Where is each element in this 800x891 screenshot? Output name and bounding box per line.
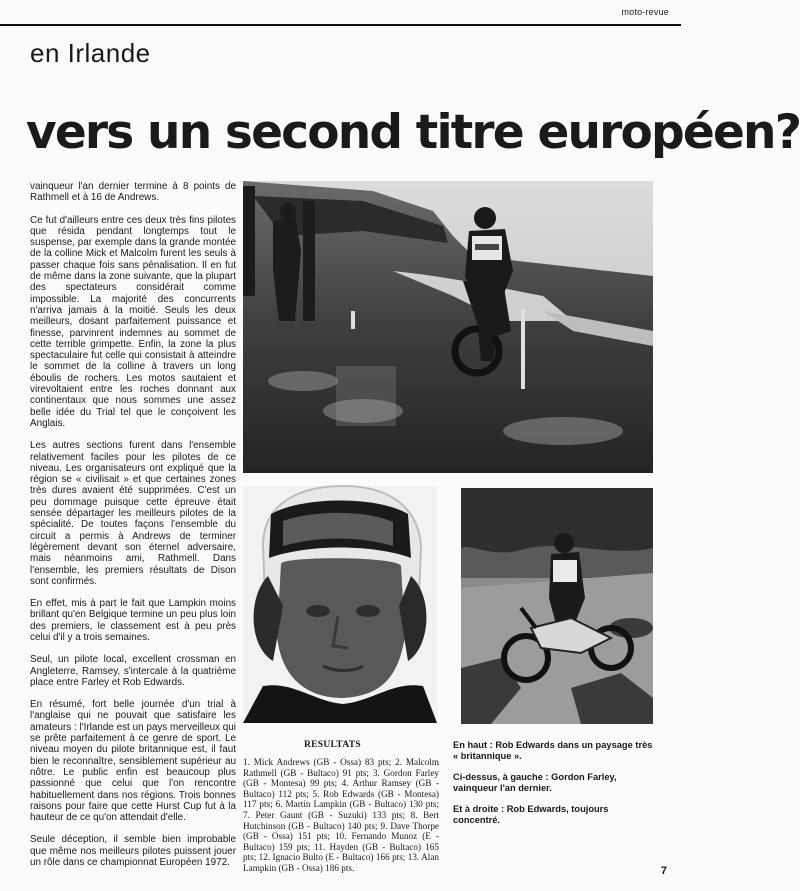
paragraph: Seule déception, il semble bien improbable que même nos meilleurs pilotes puissent jouer un rôle dans ce championnat Européen 1972.	[30, 834, 236, 869]
photo-captions	[453, 740, 658, 836]
landscape-photo-art	[243, 181, 653, 473]
results-list: 1. Mick Andrews (GB - Ossa) 83 pts; 2. Malcolm Rathmell (GB - Bultaco) 91 pts; 3. Gordon Farley (GB - Montesa) 99 pts; 4. Arthur Ramsey (GB - Bultaco) 112 pts; 5. Rob Edwards (GB - Montesa) 117 pts; 6. Martin Lampkin (GB - Bultaco) 130 pts; 7. Peter Gaunt (GB - Suzuki) 133 pts; 8. Bert Hutchinson (GB - Bultaco) 140 pts; 9. Dave Thorpe (GB - Ossa) 151 pts; 10. Fernando Munoz (E - Bultaco) 159 pts; 11. Hayden (GB - Bultaco) 165 pts; 12. Ignacio Bulto (E - Bultaco) 166 pts; 13. Alan Lampkin (GB - Ossa) 186 pts.	[243, 757, 439, 873]
riding-photo-art	[461, 488, 653, 724]
photo-rob-edwards-riding	[461, 488, 653, 724]
paragraph: Ce fut d'ailleurs entre ces deux très fins pilotes que résida pendant longtemps tout le suspense, par exemple dans la grande montée de la colline Mick et Malcolm furent les seuls à passer chaque fois sans pénalisation. Il en fut de même dans la zone suivante, que la plupart des spectateurs considérait comme impossible. La majorité des concurrents n'arriva jamais à la moitié. Seuls les deux meilleurs, dosant parfaitement puissance et finesse, parvinrent indemnes au sommet de cette terrible grimpette. Enfin, la zone la plus spectaculaire fut celle qui consistait à atteindre le sommet de la colline à travers un long éboulis de rochers. Les motos sautaient et virevoltaient entre les roches donnant aux continentaux que nous sommes une assez belle idée du Trial tel que le conçoivent les Anglais.	[30, 214, 236, 429]
kicker: en Irlande	[30, 38, 151, 68]
paragraph: Seul, un pilote local, excellent crossman en Angleterre, Ramsey, s'intercale à la quatrième place entre Farley et Rob Edwards.	[30, 654, 236, 688]
magazine-name: moto-revue	[621, 7, 669, 17]
article-body	[30, 181, 236, 879]
photo-rob-edwards-landscape	[243, 181, 653, 473]
caption-top: En haut : Rob Edwards dans un paysage très « britannique ».	[453, 740, 653, 761]
paragraph: Les autres sections furent dans l'ensemble relativement faciles pour les pilotes de ce niveau. Les organisateurs ont expliqué que la région se « civilisait » et que certaines zones très dures avaient été supprimées. C'est un peu dommage puisque cette épreuve était sensée départager les meilleurs pilotes de la spécialité. De toutes façons l'ensemble du circuit a permis à Andrews de terminer légèrement devant son éternel adversaire, mais néanmoins ami, Rathmell. Dans l'ensemble, les premiers résultats de Dison sont confirmés.	[30, 440, 236, 587]
portrait-photo-art	[243, 486, 437, 723]
caption-right: Et à droite : Rob Edwards, toujours concentré.	[453, 804, 609, 825]
caption-left: Ci-dessus, à gauche : Gordon Farley, vainqueur l'an dernier.	[453, 772, 617, 793]
paragraph: vainqueur l'an dernier termine à 8 points de Rathmell et à 16 de Andrews.	[30, 181, 236, 204]
paragraph: En résumé, fort belle journée d'un trial à l'anglaise qui ne pouvait que satisfaire les amateurs : l'Irlande est un pays merveilleux qui se prête parfaitement à ce genre de sport. Le niveau moyen du pilote britannique est, il faut bien le reconnaître, sensiblement supérieur au nôtre. Le public enfin est beaucoup plus passionné que celui que l'on rencontre habituellement dans nos régions. Trois bonnes raisons pour faire que cette Hurst Cup fut à la hauteur de ce qu'on attendait d'elle.	[30, 699, 236, 824]
header-rule	[0, 24, 681, 26]
paragraph: En effet, mis à part le fait que Lampkin moins brillant qu'en Belgique termine un peu plus loin des premiers, le classement est à peu près celui d'il y a trois semaines.	[30, 598, 236, 643]
results-heading: RESULTATS	[304, 740, 361, 750]
page-number: 7	[660, 865, 667, 877]
article-title: vers un second titre européen?	[26, 105, 800, 160]
photo-gordon-farley-portrait	[243, 486, 437, 723]
